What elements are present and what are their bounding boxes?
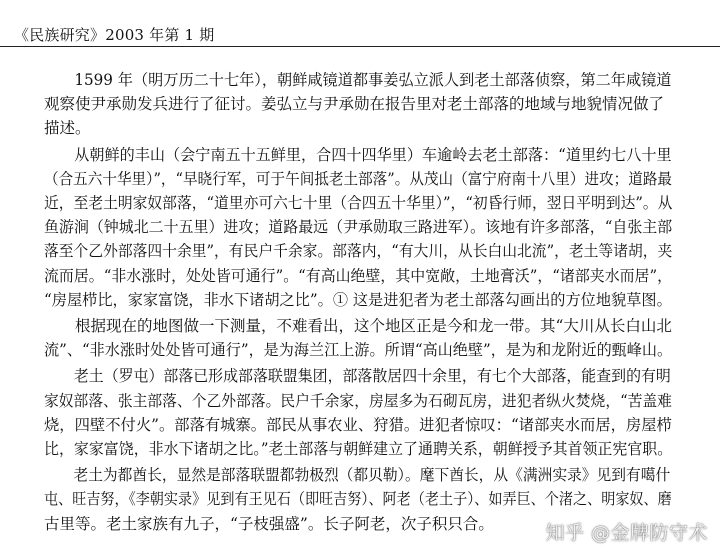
text-line: “房屋栉比，家家富饶，非水下诸胡之比”。① 这是进犯者为老土部落勾画出的方位地貌草图。 [44, 290, 672, 309]
text-line: 流”、“非水涨时处处皆可通行”，是为海兰江上游。所谓“高山绝壁”，是为和龙附近的甄峰山。 [44, 341, 673, 360]
text-line: 老土（罗屯）部落已形成部落联盟集团，部落散居四十余里，有七个大部落，能查到的有明 [73, 367, 671, 386]
text-line: 根据现在的地图做一下测量，不难看出，这个地区正是今和龙一带。其“大川从长白山北 [75, 317, 672, 336]
text-line: 烧，四壁不付火”。部落有城寨。部民从事农业、狩猎。进犯者惊叹：“诸部夹水而居，房屋栉 [44, 415, 672, 434]
text-line: 屯、旺吉努，《李朝实录》见到有王见石（即旺吉努）、阿老（老土子）、如弄巨、个渚之、明家奴、磨 [44, 490, 672, 509]
text-line: 家奴部落、张主部落、个乙外部落。民户千余家，房屋多为石砌瓦房，进犯者纵火焚烧，“苦盖难 [44, 391, 672, 410]
text-line: 比，家家富饶，非水下诸胡之比。”老土部落与朝鲜建立了通聘关系，朝鲜授予其首领正宪官职。 [44, 440, 673, 459]
text-line: 观察使尹承勋发兵进行了征讨。姜弘立与尹承勋在报告里对老土部落的地域与地貌情况做了 [44, 95, 665, 114]
zhihu-watermark: 知乎 @金牌防守术 [545, 522, 708, 544]
text-line: 1599 年（明万历二十七年），朝鲜咸镜道都事姜弘立派人到老土部落侦察，第二年咸镜道 [74, 71, 672, 89]
text-line: 老土为都酋长，显然是部落联盟都勃极烈（都贝勒）。麾下酋长，从《满洲实录》见到有噶什 [73, 466, 671, 485]
text-line: 流而居。“非水涨时，处处皆可通行”。“有高山绝壁，其中宽敞，土地膏沃”，“诸部夹水而居”， [44, 266, 673, 285]
journal-header: 《民族研究》2003 年第 1 期 [14, 26, 215, 44]
paragraph-2 [44, 143, 672, 312]
paragraph-4 [44, 364, 672, 461]
header-divider [0, 46, 720, 47]
paragraph-1 [44, 68, 672, 141]
paragraph-3 [44, 314, 672, 362]
text-line: 从朝鲜的丰山（会宁南五十五鲜里，合四十四华里）车逾岭去老土部落：“道里约七八十里 [74, 145, 672, 164]
text-line: 古里等。老土家族有九子，“子枝强盛”。长子阿老，次子积只合。 [44, 514, 494, 533]
text-line: 鱼游涧（钟城北二十五里）进攻；道路最远（尹承勋取三路进军）。该地有许多部落，“自张主部 [44, 218, 673, 237]
text-line: 落至个乙外部落四十余里”，有民户千余家。部落内，“有大川，从长白山北流”，老土等诸胡，夹 [44, 242, 673, 261]
text-line: 描述。 [44, 119, 91, 138]
text-line: （合五六十华里）”，“早晓行军，可于午间抵老土部落”。从茂山（富宁府南十八里）进攻；道路最 [44, 169, 673, 188]
text-line: 近，至老土明家奴部落，“道里亦可六七十里（合四五十华里）”，“初昏行师，翌日平明到达”。从 [44, 194, 673, 213]
article-body [44, 68, 672, 538]
